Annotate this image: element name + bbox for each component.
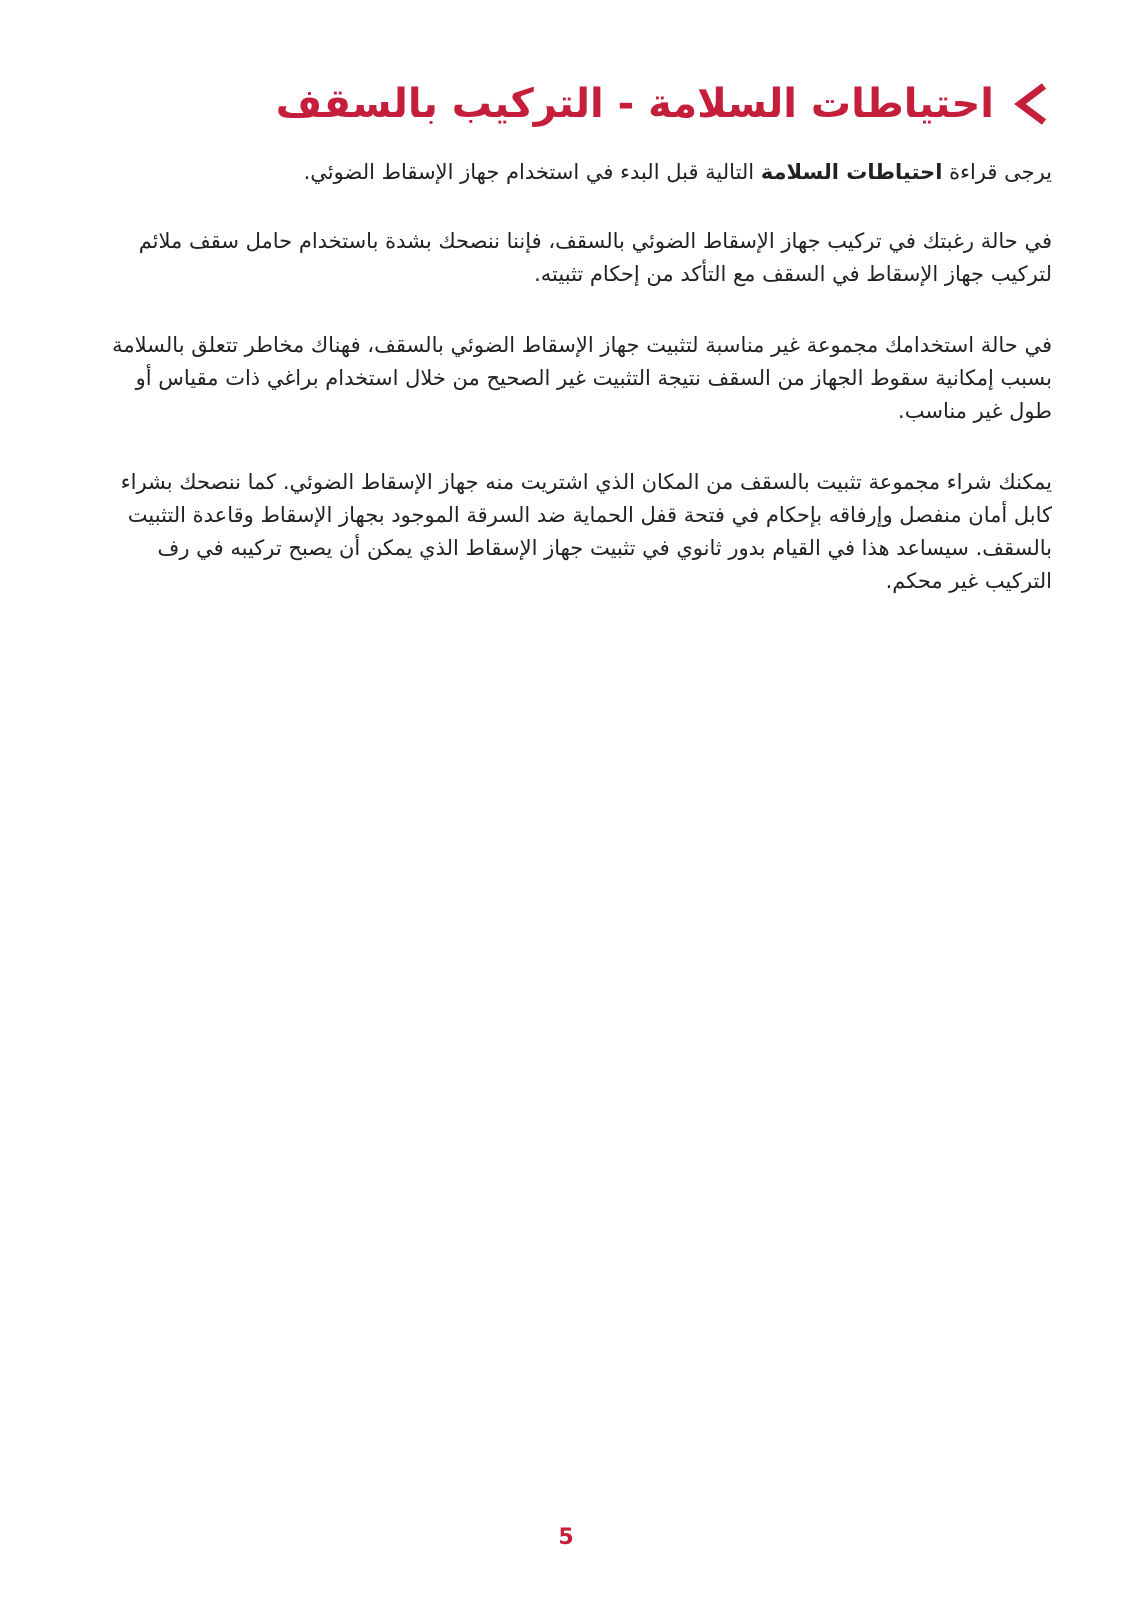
chevron-left-icon [1012,82,1052,126]
intro-text-start: يرجى قراءة [942,160,1052,184]
section-title: احتياطات السلامة - التركيب بالسقف [275,81,994,127]
page-content [92,78,1052,636]
section-heading [92,78,1052,130]
paragraph-security-cable-advice: يمكنك شراء مجموعة تثبيت بالسقف من المكان الذي اشتريت منه جهاز الإسقاط الضوئي. كما ننصحك بشراء كابل أمان منفصل وإرفاقه بإحكام في فتحة قفل الحماية ضد السرقة الموجود بجهاز الإسقاط وقاعدة التثبيت بالسقف. سيساعد هذا في القيام بدور ثانوي في تثبيت جهاز الإسقاط الذي يمكن أن يصبح تركيبه في رف التركيب غير محكم. [120,470,1052,593]
paragraph-ceiling-mount-advice: في حالة رغبتك في تركيب جهاز الإسقاط الضوئي بالسقف، فإننا ننصحك بشدة باستخدام حامل سقف ملائم لتركيب جهاز الإسقاط في السقف مع التأكد من إحكام تثبيته. [138,229,1052,286]
intro-text-end: التالية قبل البدء في استخدام جهاز الإسقاط الضوئي. [303,160,761,184]
intro-bold-term: احتياطات السلامة [760,160,943,184]
intro-paragraph [92,156,1052,189]
paragraph-unsuitable-kit-warning: في حالة استخدامك مجموعة غير مناسبة لتثبيت جهاز الإسقاط الضوئي بالسقف، فهناك مخاطر تتعلق بالسلامة بسبب إمكانية سقوط الجهاز من السقف نتيجة التثبيت غير الصحيح من خلال استخدام براغي ذات مقياس أو طول غير مناسب. [112,333,1052,423]
page-number: 5 [558,1525,574,1550]
